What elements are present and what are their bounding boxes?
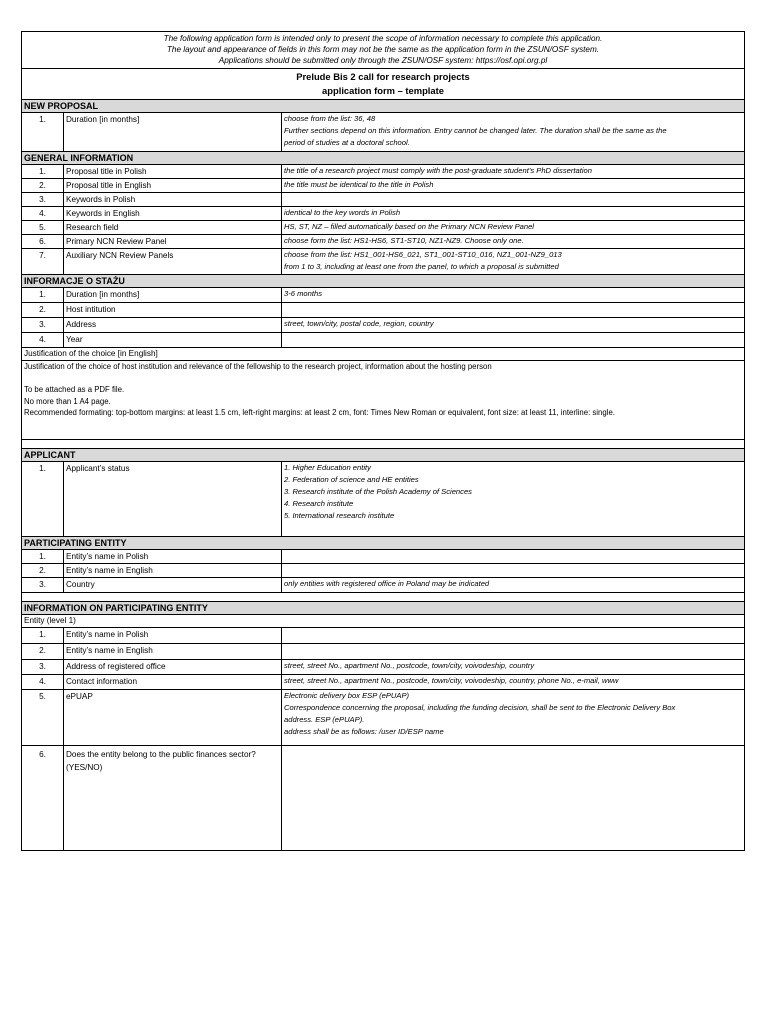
row-info[interactable]: identical to the key words in Polish xyxy=(284,208,401,217)
row-number: 5. xyxy=(22,690,64,745)
intro-line: Applications should be submitted only through the ZSUN/OSF system: https://osf.opi.org.pl xyxy=(218,56,548,65)
row-info[interactable] xyxy=(282,550,744,563)
table-row xyxy=(22,550,744,564)
row-info[interactable] xyxy=(282,303,744,317)
row-info[interactable]: choose form the list: HS1-HS6, ST1-ST10, NZ1-NZ9. Choose only one. xyxy=(284,236,524,245)
table-row xyxy=(22,221,744,235)
row-info[interactable] xyxy=(282,193,744,206)
intro-line: The layout and appearance of fields in this form may not be the same as the application form in the ZSUN/OSF system. xyxy=(166,45,600,54)
row-label: Auxiliary NCN Review Panels xyxy=(64,249,282,274)
table-row xyxy=(22,288,744,303)
row-info[interactable]: choose from the list: HS1_001-HS6_021, ST1_001-ST10_016, NZ1_001-NZ9_013 from 1 to 3, including at least one from the panel, to which a proposal is submitted xyxy=(284,250,562,271)
row-number: 3. xyxy=(22,318,64,332)
row-number: 3. xyxy=(22,660,64,674)
row-number: 2. xyxy=(22,179,64,192)
row-number: 2. xyxy=(22,644,64,659)
row-label: Country xyxy=(64,578,282,592)
application-form-table xyxy=(21,31,745,851)
row-info[interactable] xyxy=(282,644,744,659)
row-label: Entity’s name in Polish xyxy=(64,550,282,563)
table-row xyxy=(22,333,744,348)
row-label: Address xyxy=(64,318,282,332)
table-row xyxy=(22,628,744,644)
section-internship: INFORMACJE O STAŻU xyxy=(22,275,744,288)
row-number: 1. xyxy=(22,550,64,563)
row-label: Duration [in months] xyxy=(64,113,282,151)
row-info[interactable]: street, street No., apartment No., postcode, town/city, voivodeship, country xyxy=(284,661,535,670)
row-label: Entity’s name in Polish xyxy=(64,628,282,643)
table-row xyxy=(22,193,744,207)
table-row xyxy=(22,318,744,333)
row-info[interactable] xyxy=(282,333,744,347)
section-participating-entity: PARTICIPATING ENTITY xyxy=(22,537,744,550)
section-participating-entity-info: INFORMATION ON PARTICIPATING ENTITY xyxy=(22,602,744,615)
row-label: Applicant’s status xyxy=(64,462,282,536)
row-label: Year xyxy=(64,333,282,347)
row-label: Does the entity belong to the public finances sector? (YES/NO) xyxy=(64,746,282,850)
row-info[interactable]: 1. Higher Education entity 2. Federation of science and HE entities 3. Research institute of the Polish Academy of Sciences 4. Research institute 5. International research institute xyxy=(284,463,472,520)
table-row xyxy=(22,179,744,193)
row-number: 6. xyxy=(22,746,64,850)
row-number: 4. xyxy=(22,207,64,220)
row-number: 6. xyxy=(22,235,64,248)
row-info[interactable] xyxy=(282,746,744,850)
row-label: Proposal title in English xyxy=(64,179,282,192)
row-info[interactable]: choose from the list: 36, 48 Further sections depend on this information. Entry cannot be changed later. The duration shall be the same as the period of studies at a doctoral school. xyxy=(284,114,667,147)
table-row xyxy=(22,462,744,537)
intro-line: The following application form is intended only to present the scope of information necessary to complete this application. xyxy=(163,34,603,43)
table-row xyxy=(22,564,744,578)
section-applicant: APPLICANT xyxy=(22,449,744,462)
row-label: Proposal title in Polish xyxy=(64,165,282,178)
row-info[interactable]: HS, ST, NZ – filled automatically based on the Primary NCN Review Panel xyxy=(284,222,534,231)
row-number: 2. xyxy=(22,564,64,577)
row-info[interactable]: the title of a research project must comply with the post-graduate student’s PhD dissertation xyxy=(284,166,592,175)
row-info[interactable]: street, town/city, postal code, region, country xyxy=(284,319,434,328)
row-info[interactable]: only entities with registered office in Poland may be indicated xyxy=(284,579,490,588)
spacer xyxy=(22,593,744,602)
justification-text[interactable]: Justification of the choice of host institution and relevance of the fellowship to the research project, information about the hosting person To be attached as a PDF file. No more than 1 A4 page. Recommended formating: top-bottom margins: at least 1.5 cm, left-right margins: at least 2 cm, font: Times New Roman or equivalent, font size: at least 11, interline: single. xyxy=(22,361,744,440)
row-number: 1. xyxy=(22,165,64,178)
intro-notice xyxy=(22,32,744,69)
form-title xyxy=(22,69,744,100)
section-general-information: GENERAL INFORMATION xyxy=(22,152,744,165)
row-info[interactable]: the title must be identical to the title in Polish xyxy=(284,180,434,189)
row-label: Contact information xyxy=(64,675,282,689)
row-label: Primary NCN Review Panel xyxy=(64,235,282,248)
row-info[interactable] xyxy=(282,564,744,577)
row-number: 1. xyxy=(22,628,64,643)
table-row xyxy=(22,690,744,746)
row-number: 1. xyxy=(22,462,64,536)
table-row xyxy=(22,235,744,249)
row-label: ePUAP xyxy=(64,690,282,745)
row-label: Keywords in English xyxy=(64,207,282,220)
row-number: 1. xyxy=(22,288,64,302)
table-row xyxy=(22,675,744,690)
entity-level-header: Entity (level 1) xyxy=(22,615,744,628)
table-row xyxy=(22,578,744,593)
row-number: 4. xyxy=(22,675,64,689)
row-number: 4. xyxy=(22,333,64,347)
row-label: Research field xyxy=(64,221,282,234)
title-line: Prelude Bis 2 call for research projects xyxy=(296,71,470,82)
row-number: 7. xyxy=(22,249,64,274)
row-number: 3. xyxy=(22,193,64,206)
row-number: 5. xyxy=(22,221,64,234)
table-row xyxy=(22,249,744,275)
row-label: Keywords in Polish xyxy=(64,193,282,206)
table-row xyxy=(22,113,744,152)
spacer xyxy=(22,440,744,449)
table-row xyxy=(22,303,744,318)
row-label: Entity’s name in English xyxy=(64,564,282,577)
section-new-proposal: NEW PROPOSAL xyxy=(22,100,744,113)
row-label: Address of registered office xyxy=(64,660,282,674)
row-number: 3. xyxy=(22,578,64,592)
row-label: Entity’s name in English xyxy=(64,644,282,659)
row-info[interactable]: 3-6 months xyxy=(284,289,322,298)
table-row xyxy=(22,165,744,179)
row-number: 1. xyxy=(22,113,64,151)
table-row xyxy=(22,660,744,675)
row-info[interactable]: Electronic delivery box ESP (ePUAP) Correspondence concerning the proposal, including the funding decision, shall be sent to the Electronic Delivery Box address. ESP (ePUAP). address shall be as follows: /user ID/ESP name xyxy=(284,691,676,736)
table-row xyxy=(22,644,744,660)
row-number: 2. xyxy=(22,303,64,317)
row-label: Duration [in months] xyxy=(64,288,282,302)
table-row xyxy=(22,207,744,221)
row-info[interactable] xyxy=(282,628,744,643)
row-label: Host intitution xyxy=(64,303,282,317)
table-row xyxy=(22,746,744,850)
title-line: application form – template xyxy=(322,85,444,96)
justification-header: Justification of the choice [in English] xyxy=(22,348,744,361)
row-info[interactable]: street, street No., apartment No., postcode, town/city, voivodeship, country, phone No., e-mail, www xyxy=(284,676,619,685)
